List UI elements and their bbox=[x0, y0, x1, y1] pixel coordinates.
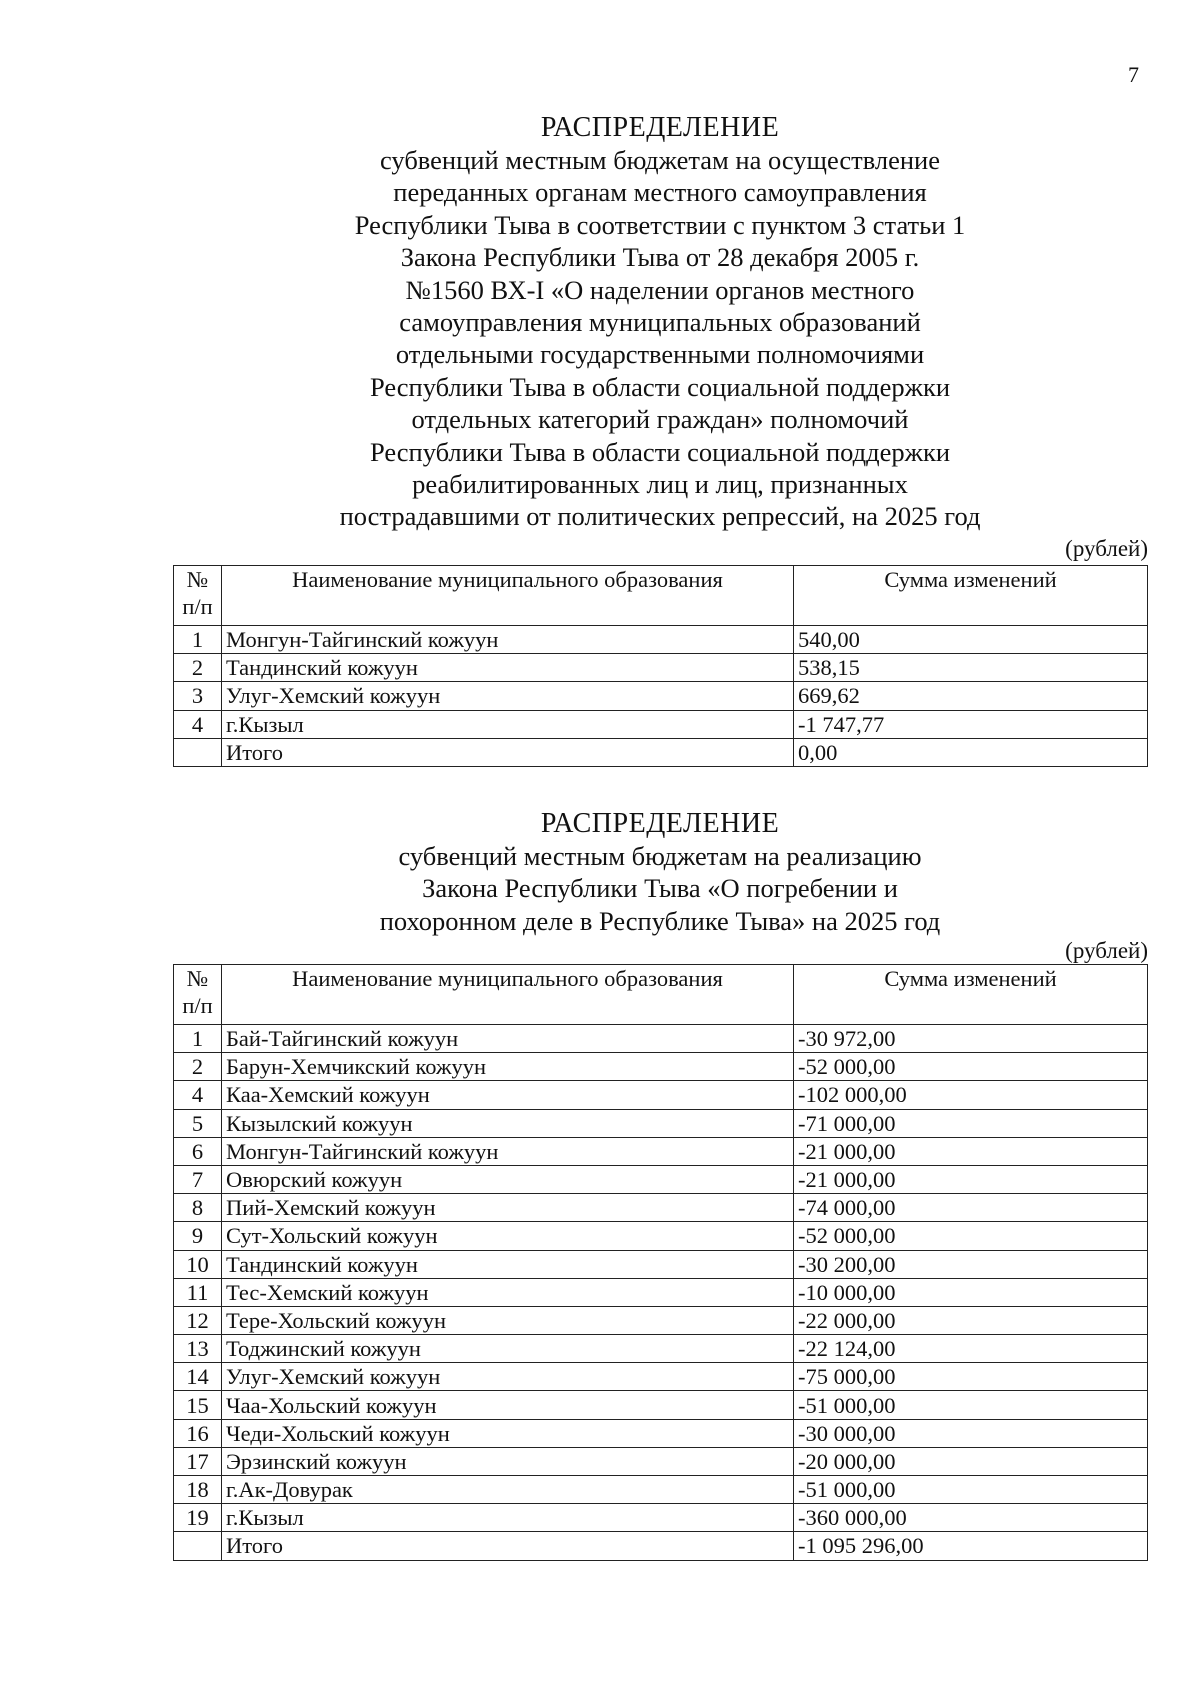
row-number: 1 bbox=[174, 626, 222, 654]
table-row bbox=[174, 738, 1148, 766]
section1-subtitle-line: переданных органам местного самоуправления bbox=[393, 177, 927, 208]
municipality-name: г.Кызыл bbox=[222, 1504, 794, 1532]
row-number: 9 bbox=[174, 1222, 222, 1250]
section2-table bbox=[173, 964, 1148, 1561]
row-number: 5 bbox=[174, 1109, 222, 1137]
change-amount: -21 000,00 bbox=[794, 1165, 1148, 1193]
section1-subtitle-line: Закона Республики Тыва от 28 декабря 2005 г. bbox=[400, 242, 920, 273]
row-number: 15 bbox=[174, 1391, 222, 1419]
municipality-name: г.Кызыл bbox=[222, 710, 794, 738]
column-header-name: Наименование муниципального образования bbox=[222, 965, 794, 1025]
change-amount: -75 000,00 bbox=[794, 1363, 1148, 1391]
change-amount: -52 000,00 bbox=[794, 1222, 1148, 1250]
section2-subtitle-line: субвенций местным бюджетам на реализацию bbox=[398, 841, 922, 871]
municipality-name: Бай-Тайгинский кожуун bbox=[222, 1025, 794, 1053]
change-amount: -10 000,00 bbox=[794, 1278, 1148, 1306]
column-header-no: № п/п bbox=[174, 566, 222, 626]
municipality-name: Тере-Хольский кожуун bbox=[222, 1306, 794, 1334]
row-number: 19 bbox=[174, 1504, 222, 1532]
section1-table-body bbox=[174, 626, 1148, 767]
row-number: 4 bbox=[174, 710, 222, 738]
table-row bbox=[174, 654, 1148, 682]
row-number: 3 bbox=[174, 682, 222, 710]
section2-unit: (рублей) bbox=[1065, 938, 1148, 963]
row-number: 1 bbox=[174, 1025, 222, 1053]
table-row bbox=[174, 1363, 1148, 1391]
table-row bbox=[174, 1447, 1148, 1475]
table-row bbox=[174, 1165, 1148, 1193]
municipality-name: Пий-Хемский кожуун bbox=[222, 1194, 794, 1222]
table-row bbox=[174, 1419, 1148, 1447]
row-number: 7 bbox=[174, 1165, 222, 1193]
municipality-name: Чеди-Хольский кожуун bbox=[222, 1419, 794, 1447]
section1-heading: РАСПРЕДЕЛЕНИЕ bbox=[540, 112, 780, 143]
municipality-name: Тандинский кожуун bbox=[222, 1250, 794, 1278]
section1-table bbox=[173, 565, 1148, 767]
page-number: 7 bbox=[1128, 62, 1139, 87]
change-amount: -22 000,00 bbox=[794, 1306, 1148, 1334]
change-amount: 669,62 bbox=[794, 682, 1148, 710]
section2-subtitle-line: похоронном деле в Республике Тыва» на 2025 год bbox=[379, 905, 941, 936]
section1-title bbox=[300, 112, 1020, 533]
table-row bbox=[174, 1306, 1148, 1334]
section2-heading: РАСПРЕДЕЛЕНИЕ bbox=[540, 808, 780, 839]
row-number: 16 bbox=[174, 1419, 222, 1447]
row-number: 13 bbox=[174, 1335, 222, 1363]
row-number: 14 bbox=[174, 1363, 222, 1391]
municipality-name: Овюрский кожуун bbox=[222, 1165, 794, 1193]
municipality-name: Тоджинский кожуун bbox=[222, 1335, 794, 1363]
table-row bbox=[174, 1250, 1148, 1278]
municipality-name: Тес-Хемский кожуун bbox=[222, 1278, 794, 1306]
section1-subtitle-line: самоуправления муниципальных образований bbox=[399, 307, 921, 338]
table-row bbox=[174, 1222, 1148, 1250]
table-row bbox=[174, 1335, 1148, 1363]
table-row bbox=[174, 1109, 1148, 1137]
change-amount: -21 000,00 bbox=[794, 1137, 1148, 1165]
change-amount: -22 124,00 bbox=[794, 1335, 1148, 1363]
column-header-amount: Сумма изменений bbox=[794, 566, 1148, 626]
municipality-name: Тандинский кожуун bbox=[222, 654, 794, 682]
municipality-name: Эрзинский кожуун bbox=[222, 1447, 794, 1475]
column-header-no: № п/п bbox=[174, 965, 222, 1025]
change-amount: 538,15 bbox=[794, 654, 1148, 682]
municipality-name: г.Ак-Довурак bbox=[222, 1476, 794, 1504]
row-number: 8 bbox=[174, 1194, 222, 1222]
section1-subtitle-line: пострадавшими от политических репрессий, на 2025 год bbox=[339, 501, 981, 532]
row-number: 2 bbox=[174, 1053, 222, 1081]
table-row bbox=[174, 1053, 1148, 1081]
section1-subtitle-line: Республики Тыва в соответствии с пунктом 3 статьи 1 bbox=[354, 209, 966, 240]
table-header-row bbox=[174, 566, 1148, 626]
municipality-name: Барун-Хемчикский кожуун bbox=[222, 1053, 794, 1081]
section1-subtitle-line: отдельными государственными полномочиями bbox=[395, 339, 925, 370]
table-row bbox=[174, 1476, 1148, 1504]
row-number: 2 bbox=[174, 654, 222, 682]
change-amount: -1 095 296,00 bbox=[794, 1532, 1148, 1560]
row-number: 12 bbox=[174, 1306, 222, 1334]
change-amount: -30 200,00 bbox=[794, 1250, 1148, 1278]
change-amount: -71 000,00 bbox=[794, 1109, 1148, 1137]
municipality-name: Кызылский кожуун bbox=[222, 1109, 794, 1137]
row-number bbox=[174, 738, 222, 766]
change-amount: -20 000,00 bbox=[794, 1447, 1148, 1475]
table-row bbox=[174, 1137, 1148, 1165]
row-number: 18 bbox=[174, 1476, 222, 1504]
change-amount: -74 000,00 bbox=[794, 1194, 1148, 1222]
row-number: 10 bbox=[174, 1250, 222, 1278]
municipality-name: Каа-Хемский кожуун bbox=[222, 1081, 794, 1109]
section1-subtitle-line: отдельных категорий граждан» полномочий bbox=[411, 404, 909, 435]
change-amount: -30 972,00 bbox=[794, 1025, 1148, 1053]
change-amount: -360 000,00 bbox=[794, 1504, 1148, 1532]
change-amount: 0,00 bbox=[794, 738, 1148, 766]
table-row bbox=[174, 1532, 1148, 1560]
row-number: 6 bbox=[174, 1137, 222, 1165]
section2-title bbox=[300, 808, 1020, 937]
change-amount: -51 000,00 bbox=[794, 1476, 1148, 1504]
section1-subtitle-line: субвенций местным бюджетам на осуществление bbox=[380, 145, 940, 175]
table-row bbox=[174, 1391, 1148, 1419]
section2-table-body bbox=[174, 1025, 1148, 1561]
table-row bbox=[174, 1278, 1148, 1306]
municipality-name: Монгун-Тайгинский кожуун bbox=[222, 1137, 794, 1165]
section1-subtitle-line: №1560 ВХ-I «О наделении органов местного bbox=[405, 274, 915, 305]
change-amount: -51 000,00 bbox=[794, 1391, 1148, 1419]
column-header-amount: Сумма изменений bbox=[794, 965, 1148, 1025]
column-header-name: Наименование муниципального образования bbox=[222, 566, 794, 626]
section1-unit: (рублей) bbox=[1065, 536, 1148, 561]
row-number bbox=[174, 1532, 222, 1560]
table-row bbox=[174, 682, 1148, 710]
section2-subtitle-line: Закона Республики Тыва «О погребении и bbox=[422, 873, 898, 904]
table-row bbox=[174, 1504, 1148, 1532]
section1-subtitle-line: Республики Тыва в области социальной поддержки bbox=[369, 371, 951, 402]
municipality-name: Улуг-Хемский кожуун bbox=[222, 1363, 794, 1391]
municipality-name: Улуг-Хемский кожуун bbox=[222, 682, 794, 710]
table-row bbox=[174, 1025, 1148, 1053]
change-amount: -30 000,00 bbox=[794, 1419, 1148, 1447]
table-row bbox=[174, 710, 1148, 738]
municipality-name: Сут-Хольский кожуун bbox=[222, 1222, 794, 1250]
row-number: 4 bbox=[174, 1081, 222, 1109]
municipality-name: Монгун-Тайгинский кожуун bbox=[222, 626, 794, 654]
change-amount: -1 747,77 bbox=[794, 710, 1148, 738]
municipality-name: Итого bbox=[222, 1532, 794, 1560]
change-amount: 540,00 bbox=[794, 626, 1148, 654]
row-number: 17 bbox=[174, 1447, 222, 1475]
table-row bbox=[174, 626, 1148, 654]
change-amount: -52 000,00 bbox=[794, 1053, 1148, 1081]
municipality-name: Итого bbox=[222, 738, 794, 766]
table-row bbox=[174, 1081, 1148, 1109]
section1-subtitle-line: Республики Тыва в области социальной поддержки bbox=[369, 436, 951, 467]
table-header-row bbox=[174, 965, 1148, 1025]
change-amount: -102 000,00 bbox=[794, 1081, 1148, 1109]
section1-subtitle-line: реабилитированных лиц и лиц, признанных bbox=[412, 469, 908, 500]
row-number: 11 bbox=[174, 1278, 222, 1306]
table-row bbox=[174, 1194, 1148, 1222]
municipality-name: Чаа-Хольский кожуун bbox=[222, 1391, 794, 1419]
